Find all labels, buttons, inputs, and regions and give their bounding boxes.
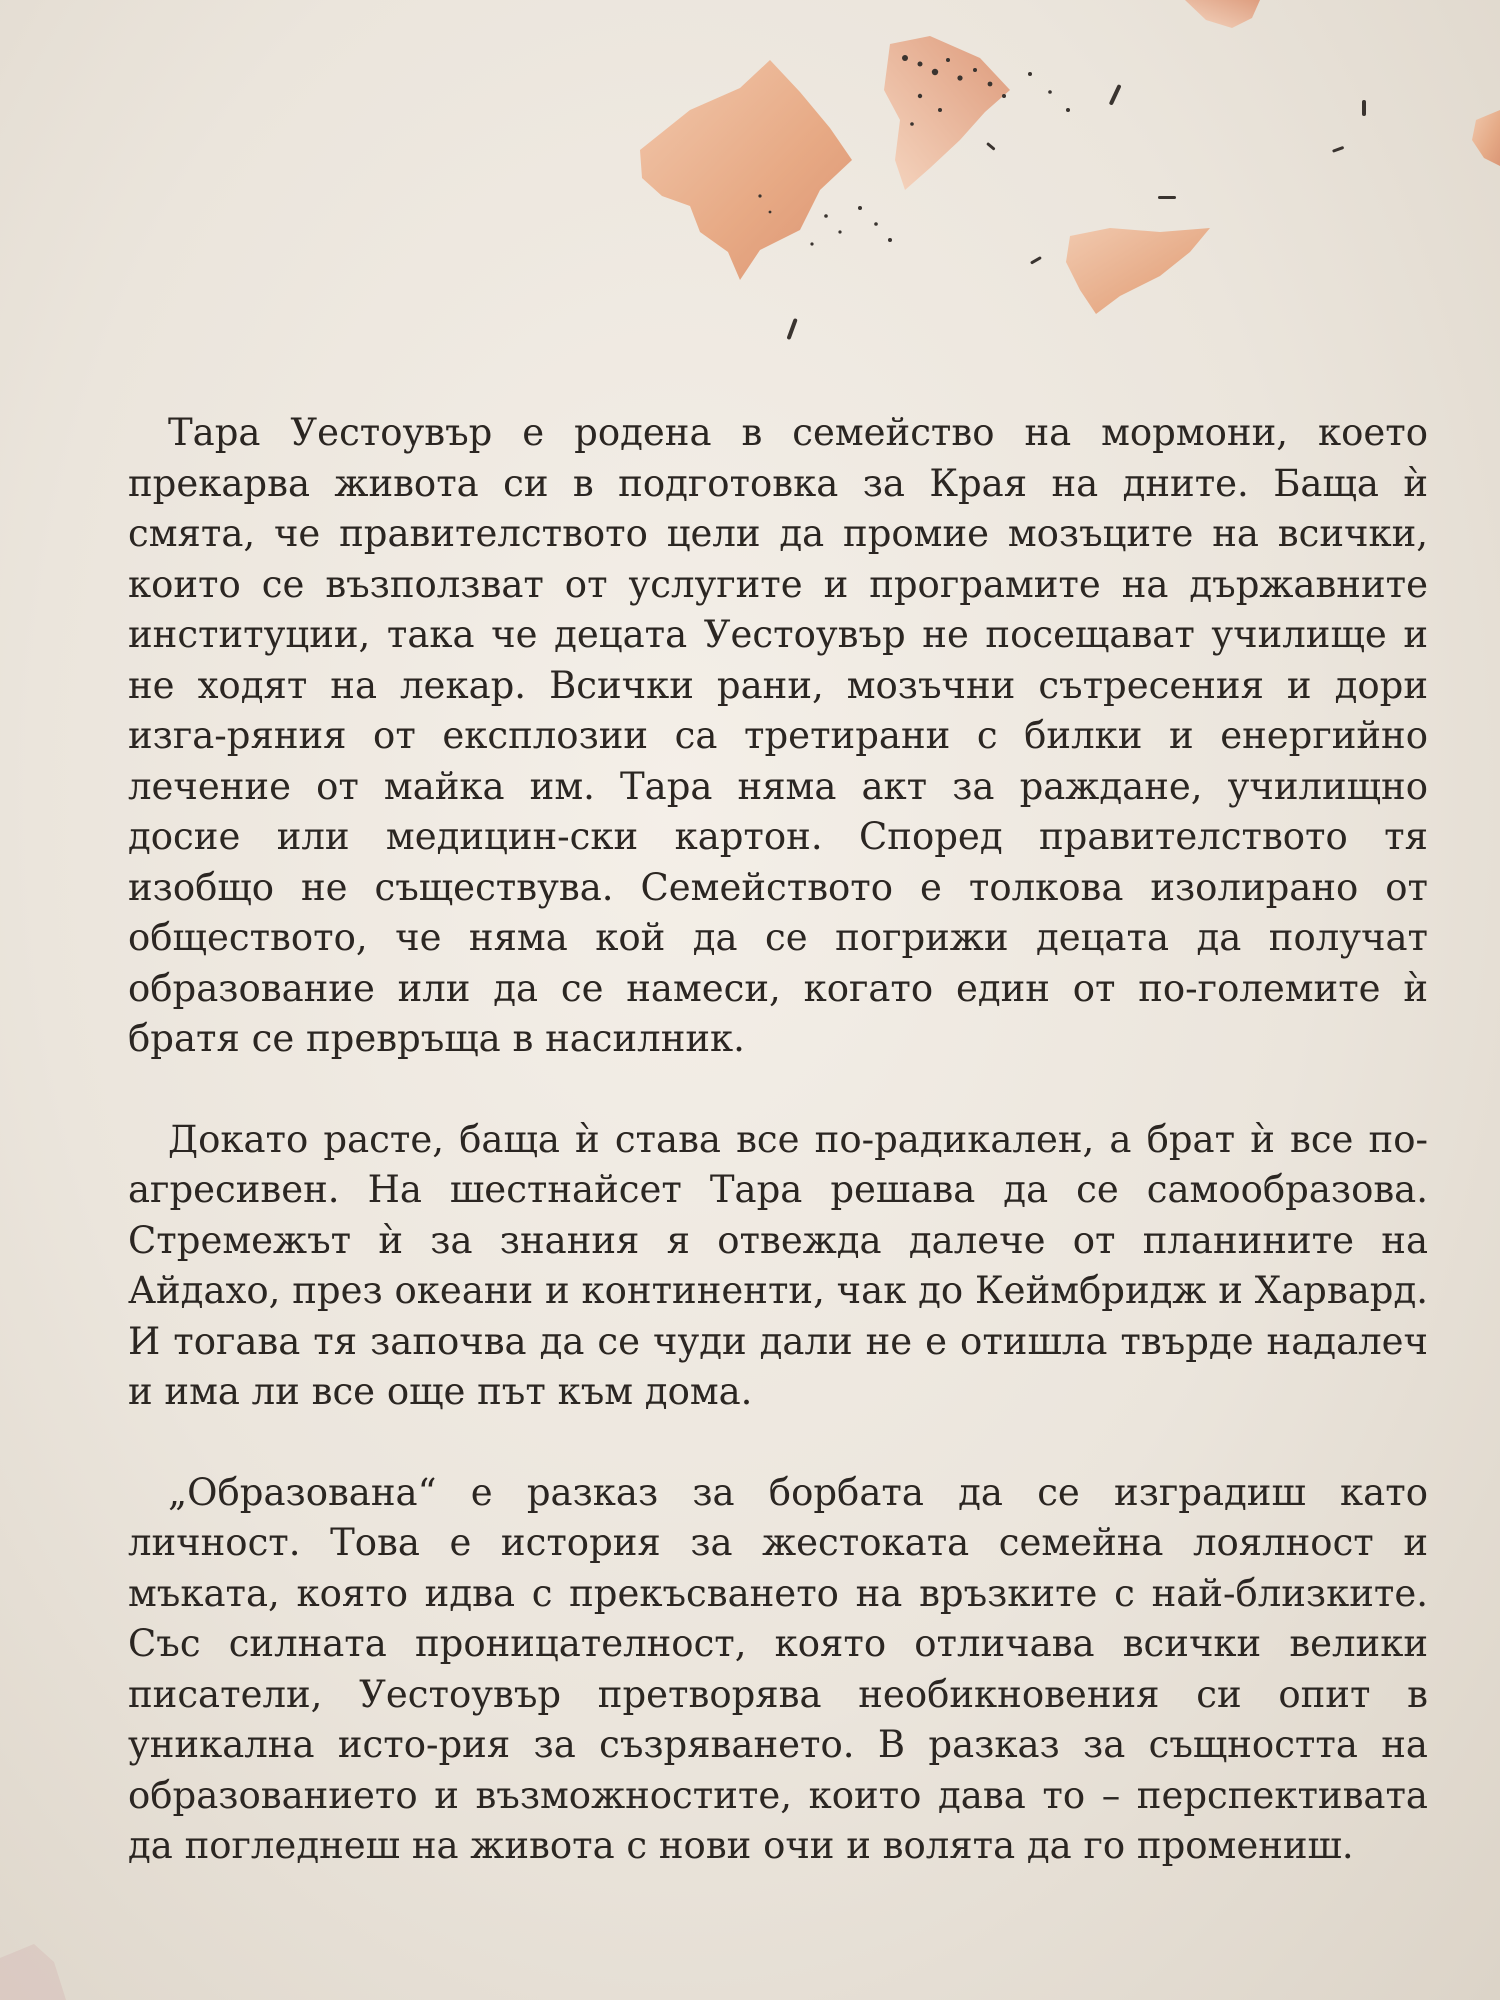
paragraph-summary: „Образована“ е разказ за борбата да се изградиш като личност. Това е история за жестоката семейна лоялност и мъката, която идва с прекъсването на връзките с най-близките. Със силната проницателност, която отличава всички велики писатели, Уестоувър претворява необикновения си опит в уникална исто-рия за съзряването. В разказ за същността на образованието и възможностите, които дава то – перспективата да погледнеш на живота с нови очи и волята да го промениш. [128, 1470, 1428, 1867]
shaving-center [884, 36, 1010, 190]
shaving-left [640, 60, 852, 280]
paragraph-growing-up: Докато расте, баща ѝ става все по-радикален, а брат ѝ все по-агресивен. На шестнайсет Тара решава да се самообразова. Стремежът ѝ за знания я отвежда далече от планините на Айдахо, през океани и континенти, чак до Кеймбридж и Харвард. И тогава тя започва да се чуди дали не е отишла твърде надалеч и има ли все още път към дома. [128, 1117, 1428, 1413]
paragraph-intro: Тара Уестоувър е родена в семейство на мормони, което прекарва живота си в подготовка за Края на дните. Баща ѝ смята, че правителството цели да промие мозъците на всички, които се възползват от услугите и програмите на държавните институции, така че децата Уестоувър не посещават училище и не ходят на лекар. Всички рани, мозъчни сътресения и дори изга-ряния от експлозии са третирани с билки и енергийно лечение от майка им. Тара няма акт за раждане, училищно досие или медицин-ски картон. Според правителството тя изобщо не съществува. Семейството е толкова изолирано от обществото, че няма кой да се погрижи децата да получат образование или да се намеси, когато един от по-големите ѝ братя се превръща в насилник. [128, 411, 1428, 1060]
shaving-right [1066, 228, 1210, 314]
graphite-dust [758, 55, 1366, 340]
book-description [128, 408, 1428, 1872]
shaving-bottom-left [0, 1944, 66, 2000]
shaving-top-right [1185, 0, 1500, 166]
